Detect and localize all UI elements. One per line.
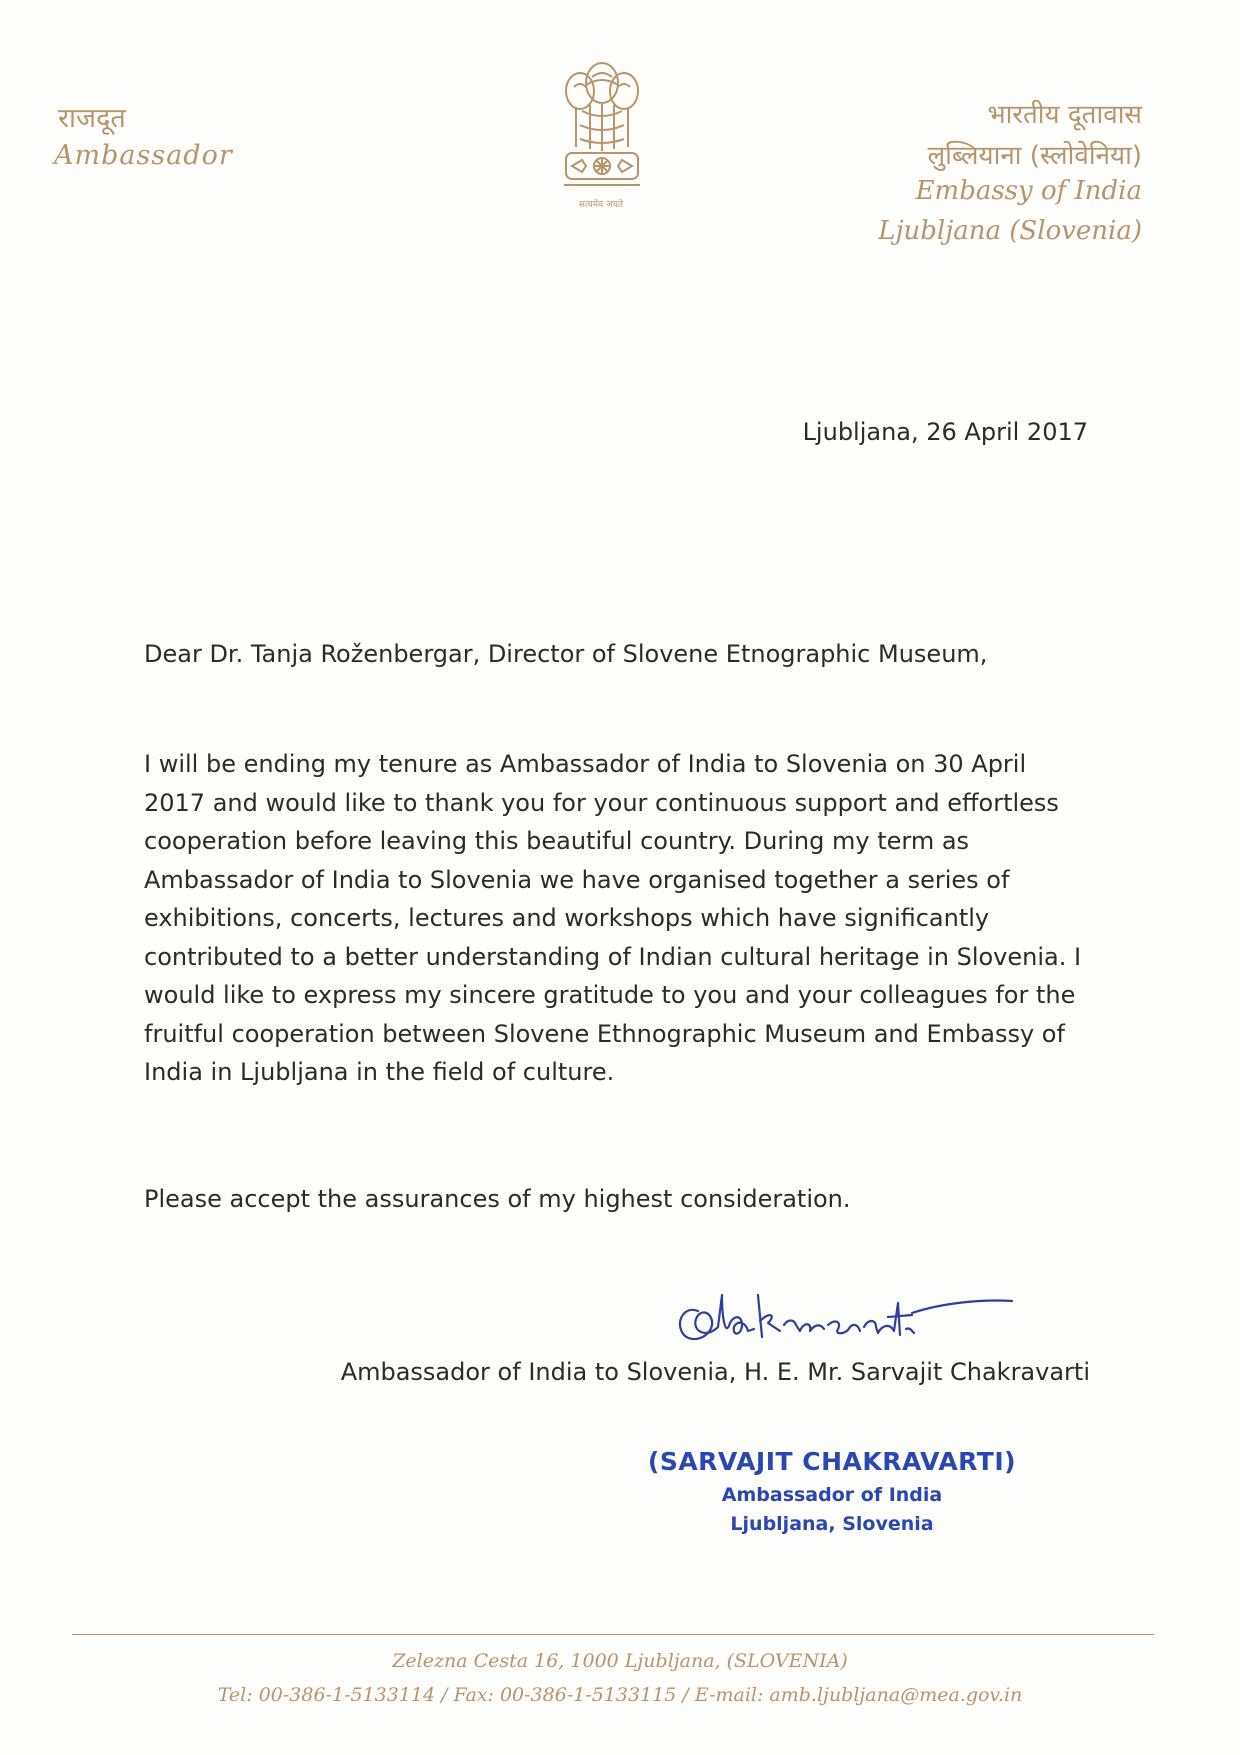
national-emblem-icon	[552, 55, 652, 215]
signatory-line: Ambassador of India to Slovenia, H. E. Mr. Sarvajit Chakravarti	[340, 1358, 1090, 1386]
stamp-title: Ambassador of India	[721, 1484, 943, 1506]
letterhead-title-hindi: राजदूत	[58, 103, 126, 134]
stamp-place: Ljubljana, Slovenia	[730, 1513, 934, 1535]
embassy-city-english: Ljubljana (Slovenia)	[878, 216, 1142, 246]
footer-address: Zelezna Cesta 16, 1000 Ljubljana, (SLOVENIA)	[392, 1650, 848, 1672]
body-paragraph: I will be ending my tenure as Ambassador of India to Slovenia on 30 April 2017 and would like to thank you for your continuous support and effortless cooperation before leaving this beautiful country. During my term as Ambassador of India to Slovenia we have organised together a series of exhibitions, concerts, lectures and workshops which have significantly contributed to a better understanding of Indian cultural heritage in Slovenia. I would like to express my sincere gratitude to you and your colleagues for the fruitful cooperation between Slovene Ethnographic Museum and Embassy of India in Ljubljana in the field of culture.	[144, 750, 1082, 1086]
stamp-name: (SARVAJIT CHAKRAVARTI)	[647, 1447, 1017, 1476]
footer-contact: Tel: 00-386-1-5133114 / Fax: 00-386-1-5133115 / E-mail: amb.ljubljana@mea.gov.in	[217, 1684, 1023, 1706]
embassy-name-english: Embassy of India	[915, 176, 1142, 206]
letterhead-title-english: Ambassador	[54, 140, 233, 171]
closing-line: Please accept the assurances of my highest consideration.	[144, 1185, 851, 1213]
emblem-motto: सत्यमेव जयते	[578, 200, 624, 210]
embassy-city-hindi: लुब्लियाना (स्लोवेनिया)	[927, 141, 1142, 171]
salutation: Dear Dr. Tanja Roženbergar, Director of Slovene Etnographic Museum,	[144, 640, 988, 668]
handwritten-signature	[662, 1265, 1022, 1355]
letter-date: Ljubljana, 26 April 2017	[802, 418, 1088, 446]
embassy-name-hindi: भारतीय दूतावास	[987, 100, 1142, 130]
footer-divider	[72, 1634, 1154, 1635]
